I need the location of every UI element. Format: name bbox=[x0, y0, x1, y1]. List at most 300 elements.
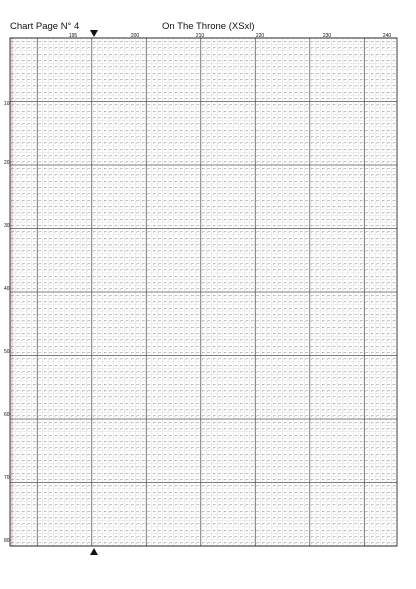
svg-text:⌐: ⌐ bbox=[272, 39, 276, 44]
svg-text:⌐: ⌐ bbox=[27, 331, 31, 336]
svg-text:⌐: ⌐ bbox=[60, 39, 64, 44]
svg-text:⌐: ⌐ bbox=[262, 147, 266, 152]
svg-text:⌐: ⌐ bbox=[234, 198, 238, 203]
svg-text:⌐: ⌐ bbox=[49, 115, 53, 120]
svg-text:⌐: ⌐ bbox=[251, 45, 255, 50]
svg-text:⌐: ⌐ bbox=[60, 280, 64, 285]
svg-text:⌐: ⌐ bbox=[16, 109, 20, 114]
svg-text:⌐: ⌐ bbox=[343, 426, 347, 431]
svg-text:⌐: ⌐ bbox=[354, 312, 358, 317]
svg-text:⌐: ⌐ bbox=[305, 445, 309, 450]
svg-text:⌐: ⌐ bbox=[332, 369, 336, 374]
svg-text:⌐: ⌐ bbox=[185, 388, 189, 393]
svg-text:⌐: ⌐ bbox=[38, 458, 42, 463]
svg-text:⌐: ⌐ bbox=[185, 344, 189, 349]
svg-text:⌐: ⌐ bbox=[289, 166, 293, 171]
svg-text:⌐: ⌐ bbox=[392, 338, 396, 343]
svg-text:⌐: ⌐ bbox=[262, 293, 266, 298]
svg-text:⌐: ⌐ bbox=[153, 376, 157, 381]
svg-text:⌐: ⌐ bbox=[283, 103, 287, 108]
svg-text:⌐: ⌐ bbox=[98, 223, 102, 228]
svg-text:⌐: ⌐ bbox=[272, 388, 276, 393]
svg-text:⌐: ⌐ bbox=[185, 458, 189, 463]
svg-text:⌐: ⌐ bbox=[387, 96, 391, 101]
svg-text:⌐: ⌐ bbox=[207, 230, 211, 235]
svg-text:⌐: ⌐ bbox=[38, 452, 42, 457]
svg-text:⌐: ⌐ bbox=[251, 128, 255, 133]
svg-text:⌐: ⌐ bbox=[262, 357, 266, 362]
svg-text:⌐: ⌐ bbox=[22, 414, 26, 419]
svg-text:⌐: ⌐ bbox=[322, 39, 326, 44]
svg-text:⌐: ⌐ bbox=[387, 166, 391, 171]
svg-text:⌐: ⌐ bbox=[191, 388, 195, 393]
svg-text:⌐: ⌐ bbox=[387, 293, 391, 298]
svg-text:⌐: ⌐ bbox=[327, 369, 331, 374]
svg-text:⌐: ⌐ bbox=[381, 325, 385, 330]
svg-text:⌐: ⌐ bbox=[322, 274, 326, 279]
svg-text:⌐: ⌐ bbox=[294, 293, 298, 298]
svg-text:⌐: ⌐ bbox=[125, 331, 129, 336]
svg-text:⌐: ⌐ bbox=[185, 414, 189, 419]
svg-text:⌐: ⌐ bbox=[327, 204, 331, 209]
svg-text:⌐: ⌐ bbox=[131, 420, 135, 425]
svg-text:⌐: ⌐ bbox=[283, 452, 287, 457]
svg-text:⌐: ⌐ bbox=[354, 122, 358, 127]
svg-text:⌐: ⌐ bbox=[316, 338, 320, 343]
svg-text:⌐: ⌐ bbox=[125, 217, 129, 222]
svg-text:⌐: ⌐ bbox=[87, 388, 91, 393]
svg-text:⌐: ⌐ bbox=[311, 185, 315, 190]
svg-text:⌐: ⌐ bbox=[278, 331, 282, 336]
svg-text:⌐: ⌐ bbox=[22, 109, 26, 114]
svg-text:⌐: ⌐ bbox=[343, 217, 347, 222]
svg-text:⌐: ⌐ bbox=[338, 439, 342, 444]
svg-text:⌐: ⌐ bbox=[191, 115, 195, 120]
svg-text:⌐: ⌐ bbox=[93, 217, 97, 222]
svg-text:⌐: ⌐ bbox=[202, 52, 206, 57]
svg-text:⌐: ⌐ bbox=[343, 306, 347, 311]
svg-text:⌐: ⌐ bbox=[332, 115, 336, 120]
svg-text:⌐: ⌐ bbox=[109, 318, 113, 323]
svg-text:⌐: ⌐ bbox=[114, 388, 118, 393]
svg-text:⌐: ⌐ bbox=[44, 433, 48, 438]
svg-text:⌐: ⌐ bbox=[223, 318, 227, 323]
svg-text:⌐: ⌐ bbox=[71, 153, 75, 158]
svg-text:⌐: ⌐ bbox=[54, 147, 58, 152]
svg-text:⌐: ⌐ bbox=[349, 185, 353, 190]
svg-text:⌐: ⌐ bbox=[87, 465, 91, 470]
svg-text:⌐: ⌐ bbox=[327, 293, 331, 298]
svg-text:⌐: ⌐ bbox=[147, 350, 151, 355]
svg-text:⌐: ⌐ bbox=[147, 160, 151, 165]
svg-text:⌐: ⌐ bbox=[229, 96, 233, 101]
svg-text:⌐: ⌐ bbox=[169, 242, 173, 247]
svg-text:⌐: ⌐ bbox=[316, 217, 320, 222]
svg-text:⌐: ⌐ bbox=[87, 223, 91, 228]
svg-text:⌐: ⌐ bbox=[158, 445, 162, 450]
svg-text:⌐: ⌐ bbox=[131, 198, 135, 203]
svg-text:⌐: ⌐ bbox=[343, 350, 347, 355]
svg-text:⌐: ⌐ bbox=[251, 109, 255, 114]
svg-text:⌐: ⌐ bbox=[272, 414, 276, 419]
svg-text:⌐: ⌐ bbox=[38, 185, 42, 190]
svg-text:⌐: ⌐ bbox=[212, 90, 216, 95]
svg-text:⌐: ⌐ bbox=[207, 350, 211, 355]
svg-text:⌐: ⌐ bbox=[174, 191, 178, 196]
svg-text:⌐: ⌐ bbox=[371, 166, 375, 171]
svg-text:⌐: ⌐ bbox=[262, 268, 266, 273]
svg-text:⌐: ⌐ bbox=[338, 426, 342, 431]
svg-text:⌐: ⌐ bbox=[185, 242, 189, 247]
svg-text:⌐: ⌐ bbox=[251, 331, 255, 336]
svg-text:⌐: ⌐ bbox=[376, 223, 380, 228]
svg-text:⌐: ⌐ bbox=[234, 147, 238, 152]
svg-text:⌐: ⌐ bbox=[27, 395, 31, 400]
svg-text:⌐: ⌐ bbox=[371, 122, 375, 127]
svg-text:⌐: ⌐ bbox=[22, 439, 26, 444]
svg-text:⌐: ⌐ bbox=[65, 103, 69, 108]
svg-text:⌐: ⌐ bbox=[38, 172, 42, 177]
svg-text:⌐: ⌐ bbox=[262, 115, 266, 120]
svg-text:⌐: ⌐ bbox=[98, 191, 102, 196]
svg-text:⌐: ⌐ bbox=[131, 268, 135, 273]
svg-text:⌐: ⌐ bbox=[251, 236, 255, 241]
svg-text:⌐: ⌐ bbox=[82, 287, 86, 292]
svg-text:⌐: ⌐ bbox=[98, 458, 102, 463]
svg-text:⌐: ⌐ bbox=[22, 134, 26, 139]
svg-text:⌐: ⌐ bbox=[365, 103, 369, 108]
svg-text:⌐: ⌐ bbox=[163, 77, 167, 82]
svg-text:⌐: ⌐ bbox=[207, 39, 211, 44]
svg-text:⌐: ⌐ bbox=[22, 407, 26, 412]
svg-text:⌐: ⌐ bbox=[125, 191, 129, 196]
svg-text:⌐: ⌐ bbox=[376, 147, 380, 152]
svg-text:⌐: ⌐ bbox=[311, 458, 315, 463]
svg-text:⌐: ⌐ bbox=[212, 191, 216, 196]
svg-text:⌐: ⌐ bbox=[60, 223, 64, 228]
svg-text:⌐: ⌐ bbox=[343, 445, 347, 450]
svg-text:⌐: ⌐ bbox=[283, 306, 287, 311]
svg-text:⌐: ⌐ bbox=[278, 420, 282, 425]
svg-text:⌐: ⌐ bbox=[44, 395, 48, 400]
svg-text:⌐: ⌐ bbox=[245, 261, 249, 266]
svg-text:⌐: ⌐ bbox=[65, 344, 69, 349]
svg-text:⌐: ⌐ bbox=[22, 64, 26, 69]
svg-text:⌐: ⌐ bbox=[343, 293, 347, 298]
svg-text:⌐: ⌐ bbox=[196, 331, 200, 336]
svg-text:⌐: ⌐ bbox=[153, 191, 157, 196]
svg-text:⌐: ⌐ bbox=[180, 147, 184, 152]
svg-text:⌐: ⌐ bbox=[229, 109, 233, 114]
svg-text:⌐: ⌐ bbox=[349, 90, 353, 95]
svg-text:⌐: ⌐ bbox=[376, 172, 380, 177]
svg-text:⌐: ⌐ bbox=[349, 147, 353, 152]
svg-text:⌐: ⌐ bbox=[289, 363, 293, 368]
svg-text:⌐: ⌐ bbox=[98, 172, 102, 177]
svg-text:⌐: ⌐ bbox=[147, 109, 151, 114]
svg-text:⌐: ⌐ bbox=[71, 445, 75, 450]
svg-text:⌐: ⌐ bbox=[245, 223, 249, 228]
svg-text:⌐: ⌐ bbox=[131, 439, 135, 444]
svg-text:⌐: ⌐ bbox=[174, 299, 178, 304]
svg-text:⌐: ⌐ bbox=[234, 211, 238, 216]
svg-text:⌐: ⌐ bbox=[392, 331, 396, 336]
svg-text:⌐: ⌐ bbox=[153, 357, 157, 362]
svg-text:⌐: ⌐ bbox=[245, 293, 249, 298]
svg-text:⌐: ⌐ bbox=[109, 255, 113, 260]
svg-text:⌐: ⌐ bbox=[300, 52, 304, 57]
svg-text:⌐: ⌐ bbox=[16, 134, 20, 139]
svg-text:⌐: ⌐ bbox=[158, 236, 162, 241]
svg-text:⌐: ⌐ bbox=[245, 90, 249, 95]
svg-text:⌐: ⌐ bbox=[223, 401, 227, 406]
svg-text:⌐: ⌐ bbox=[22, 445, 26, 450]
svg-text:⌐: ⌐ bbox=[294, 217, 298, 222]
svg-text:⌐: ⌐ bbox=[278, 242, 282, 247]
svg-text:⌐: ⌐ bbox=[38, 84, 42, 89]
svg-text:⌐: ⌐ bbox=[27, 344, 31, 349]
svg-text:⌐: ⌐ bbox=[229, 338, 233, 343]
svg-text:⌐: ⌐ bbox=[327, 211, 331, 216]
svg-text:⌐: ⌐ bbox=[376, 268, 380, 273]
svg-text:⌐: ⌐ bbox=[354, 84, 358, 89]
svg-text:⌐: ⌐ bbox=[54, 141, 58, 146]
svg-text:⌐: ⌐ bbox=[131, 204, 135, 209]
svg-text:⌐: ⌐ bbox=[60, 458, 64, 463]
svg-text:⌐: ⌐ bbox=[44, 223, 48, 228]
svg-text:⌐: ⌐ bbox=[332, 407, 336, 412]
svg-text:⌐: ⌐ bbox=[218, 242, 222, 247]
svg-text:⌐: ⌐ bbox=[240, 331, 244, 336]
svg-text:⌐: ⌐ bbox=[49, 71, 53, 76]
svg-text:⌐: ⌐ bbox=[322, 191, 326, 196]
svg-text:⌐: ⌐ bbox=[376, 420, 380, 425]
svg-text:⌐: ⌐ bbox=[174, 433, 178, 438]
svg-text:⌐: ⌐ bbox=[120, 407, 124, 412]
svg-text:⌐: ⌐ bbox=[294, 45, 298, 50]
svg-text:⌐: ⌐ bbox=[158, 325, 162, 330]
svg-text:⌐: ⌐ bbox=[343, 357, 347, 362]
svg-text:⌐: ⌐ bbox=[16, 52, 20, 57]
svg-text:⌐: ⌐ bbox=[267, 84, 271, 89]
svg-text:⌐: ⌐ bbox=[142, 103, 146, 108]
svg-text:⌐: ⌐ bbox=[272, 58, 276, 63]
svg-text:⌐: ⌐ bbox=[93, 71, 97, 76]
svg-text:⌐: ⌐ bbox=[120, 153, 124, 158]
svg-text:⌐: ⌐ bbox=[147, 465, 151, 470]
svg-text:⌐: ⌐ bbox=[256, 312, 260, 317]
svg-text:⌐: ⌐ bbox=[169, 414, 173, 419]
svg-text:⌐: ⌐ bbox=[289, 350, 293, 355]
svg-text:⌐: ⌐ bbox=[16, 84, 20, 89]
svg-text:⌐: ⌐ bbox=[11, 376, 15, 381]
svg-text:⌐: ⌐ bbox=[294, 211, 298, 216]
svg-text:⌐: ⌐ bbox=[153, 369, 157, 374]
svg-text:⌐: ⌐ bbox=[251, 52, 255, 57]
svg-text:⌐: ⌐ bbox=[60, 452, 64, 457]
svg-text:⌐: ⌐ bbox=[109, 465, 113, 470]
svg-text:⌐: ⌐ bbox=[163, 191, 167, 196]
svg-text:⌐: ⌐ bbox=[147, 325, 151, 330]
svg-text:⌐: ⌐ bbox=[311, 166, 315, 171]
svg-text:⌐: ⌐ bbox=[109, 77, 113, 82]
svg-text:⌐: ⌐ bbox=[120, 249, 124, 254]
svg-text:⌐: ⌐ bbox=[93, 191, 97, 196]
svg-text:⌐: ⌐ bbox=[174, 249, 178, 254]
svg-text:⌐: ⌐ bbox=[294, 160, 298, 165]
svg-text:⌐: ⌐ bbox=[212, 122, 216, 127]
svg-text:⌐: ⌐ bbox=[49, 414, 53, 419]
svg-text:⌐: ⌐ bbox=[158, 242, 162, 247]
svg-text:⌐: ⌐ bbox=[371, 128, 375, 133]
svg-text:⌐: ⌐ bbox=[142, 198, 146, 203]
svg-text:⌐: ⌐ bbox=[185, 376, 189, 381]
svg-text:⌐: ⌐ bbox=[180, 217, 184, 222]
svg-text:⌐: ⌐ bbox=[245, 217, 249, 222]
svg-text:⌐: ⌐ bbox=[103, 211, 107, 216]
svg-text:⌐: ⌐ bbox=[158, 261, 162, 266]
svg-text:⌐: ⌐ bbox=[49, 325, 53, 330]
svg-text:⌐: ⌐ bbox=[218, 204, 222, 209]
svg-text:⌐: ⌐ bbox=[267, 249, 271, 254]
svg-text:⌐: ⌐ bbox=[262, 344, 266, 349]
svg-text:⌐: ⌐ bbox=[311, 236, 315, 241]
svg-text:⌐: ⌐ bbox=[191, 331, 195, 336]
svg-text:⌐: ⌐ bbox=[120, 439, 124, 444]
svg-text:⌐: ⌐ bbox=[38, 325, 42, 330]
svg-text:⌐: ⌐ bbox=[234, 96, 238, 101]
svg-text:⌐: ⌐ bbox=[98, 357, 102, 362]
svg-text:⌐: ⌐ bbox=[82, 401, 86, 406]
svg-text:⌐: ⌐ bbox=[300, 261, 304, 266]
svg-text:⌐: ⌐ bbox=[322, 204, 326, 209]
svg-text:⌐: ⌐ bbox=[371, 369, 375, 374]
svg-text:⌐: ⌐ bbox=[163, 274, 167, 279]
svg-text:⌐: ⌐ bbox=[207, 420, 211, 425]
svg-text:⌐: ⌐ bbox=[158, 452, 162, 457]
svg-text:⌐: ⌐ bbox=[163, 318, 167, 323]
svg-text:⌐: ⌐ bbox=[212, 287, 216, 292]
svg-text:⌐: ⌐ bbox=[376, 211, 380, 216]
svg-text:⌐: ⌐ bbox=[327, 147, 331, 152]
svg-text:⌐: ⌐ bbox=[82, 344, 86, 349]
svg-text:⌐: ⌐ bbox=[218, 223, 222, 228]
svg-text:⌐: ⌐ bbox=[82, 166, 86, 171]
svg-text:⌐: ⌐ bbox=[311, 357, 315, 362]
svg-text:⌐: ⌐ bbox=[256, 433, 260, 438]
svg-text:⌐: ⌐ bbox=[245, 230, 249, 235]
svg-text:⌐: ⌐ bbox=[114, 255, 118, 260]
svg-text:⌐: ⌐ bbox=[300, 249, 304, 254]
svg-text:⌐: ⌐ bbox=[180, 71, 184, 76]
svg-text:⌐: ⌐ bbox=[371, 350, 375, 355]
svg-text:⌐: ⌐ bbox=[49, 395, 53, 400]
svg-text:⌐: ⌐ bbox=[153, 426, 157, 431]
svg-text:⌐: ⌐ bbox=[103, 414, 107, 419]
svg-text:⌐: ⌐ bbox=[71, 141, 75, 146]
svg-text:⌐: ⌐ bbox=[153, 153, 157, 158]
svg-text:⌐: ⌐ bbox=[131, 388, 135, 393]
svg-text:⌐: ⌐ bbox=[169, 331, 173, 336]
svg-text:⌐: ⌐ bbox=[267, 445, 271, 450]
svg-text:⌐: ⌐ bbox=[180, 338, 184, 343]
svg-text:⌐: ⌐ bbox=[114, 172, 118, 177]
svg-text:⌐: ⌐ bbox=[136, 191, 140, 196]
svg-text:⌐: ⌐ bbox=[381, 312, 385, 317]
svg-text:⌐: ⌐ bbox=[371, 242, 375, 247]
svg-text:⌐: ⌐ bbox=[207, 141, 211, 146]
svg-text:⌐: ⌐ bbox=[136, 198, 140, 203]
svg-text:⌐: ⌐ bbox=[142, 84, 146, 89]
svg-text:⌐: ⌐ bbox=[33, 160, 37, 165]
svg-text:⌐: ⌐ bbox=[256, 179, 260, 184]
svg-text:⌐: ⌐ bbox=[87, 426, 91, 431]
svg-text:⌐: ⌐ bbox=[349, 318, 353, 323]
svg-text:⌐: ⌐ bbox=[60, 198, 64, 203]
svg-text:⌐: ⌐ bbox=[191, 249, 195, 254]
svg-text:⌐: ⌐ bbox=[327, 71, 331, 76]
svg-text:⌐: ⌐ bbox=[387, 395, 391, 400]
svg-text:⌐: ⌐ bbox=[316, 236, 320, 241]
svg-text:⌐: ⌐ bbox=[16, 236, 20, 241]
svg-text:⌐: ⌐ bbox=[305, 160, 309, 165]
svg-text:⌐: ⌐ bbox=[392, 420, 396, 425]
svg-text:⌐: ⌐ bbox=[147, 191, 151, 196]
svg-text:⌐: ⌐ bbox=[283, 395, 287, 400]
svg-text:⌐: ⌐ bbox=[262, 249, 266, 254]
svg-text:⌐: ⌐ bbox=[142, 115, 146, 120]
svg-text:⌐: ⌐ bbox=[11, 249, 15, 254]
svg-text:⌐: ⌐ bbox=[343, 318, 347, 323]
svg-text:⌐: ⌐ bbox=[376, 363, 380, 368]
svg-text:⌐: ⌐ bbox=[22, 191, 26, 196]
svg-text:⌐: ⌐ bbox=[38, 128, 42, 133]
svg-text:⌐: ⌐ bbox=[27, 357, 31, 362]
svg-text:⌐: ⌐ bbox=[343, 141, 347, 146]
svg-text:⌐: ⌐ bbox=[65, 274, 69, 279]
svg-text:⌐: ⌐ bbox=[267, 230, 271, 235]
svg-text:⌐: ⌐ bbox=[153, 223, 157, 228]
svg-text:⌐: ⌐ bbox=[300, 312, 304, 317]
svg-text:⌐: ⌐ bbox=[87, 433, 91, 438]
svg-text:⌐: ⌐ bbox=[354, 77, 358, 82]
svg-text:⌐: ⌐ bbox=[322, 382, 326, 387]
svg-text:⌐: ⌐ bbox=[87, 141, 91, 146]
svg-text:⌐: ⌐ bbox=[109, 401, 113, 406]
svg-text:⌐: ⌐ bbox=[93, 363, 97, 368]
svg-text:⌐: ⌐ bbox=[65, 414, 69, 419]
svg-text:⌐: ⌐ bbox=[202, 420, 206, 425]
svg-text:⌐: ⌐ bbox=[349, 261, 353, 266]
svg-text:⌐: ⌐ bbox=[33, 357, 37, 362]
svg-text:⌐: ⌐ bbox=[158, 382, 162, 387]
svg-text:⌐: ⌐ bbox=[22, 420, 26, 425]
svg-text:⌐: ⌐ bbox=[27, 172, 31, 177]
svg-text:⌐: ⌐ bbox=[300, 382, 304, 387]
svg-text:⌐: ⌐ bbox=[11, 439, 15, 444]
svg-text:⌐: ⌐ bbox=[54, 134, 58, 139]
svg-text:⌐: ⌐ bbox=[245, 280, 249, 285]
svg-text:⌐: ⌐ bbox=[392, 179, 396, 184]
svg-text:⌐: ⌐ bbox=[33, 439, 37, 444]
svg-text:⌐: ⌐ bbox=[38, 198, 42, 203]
svg-text:⌐: ⌐ bbox=[316, 71, 320, 76]
svg-text:⌐: ⌐ bbox=[44, 96, 48, 101]
svg-text:⌐: ⌐ bbox=[376, 369, 380, 374]
svg-text:⌐: ⌐ bbox=[16, 395, 20, 400]
svg-text:⌐: ⌐ bbox=[371, 230, 375, 235]
svg-text:⌐: ⌐ bbox=[120, 230, 124, 235]
